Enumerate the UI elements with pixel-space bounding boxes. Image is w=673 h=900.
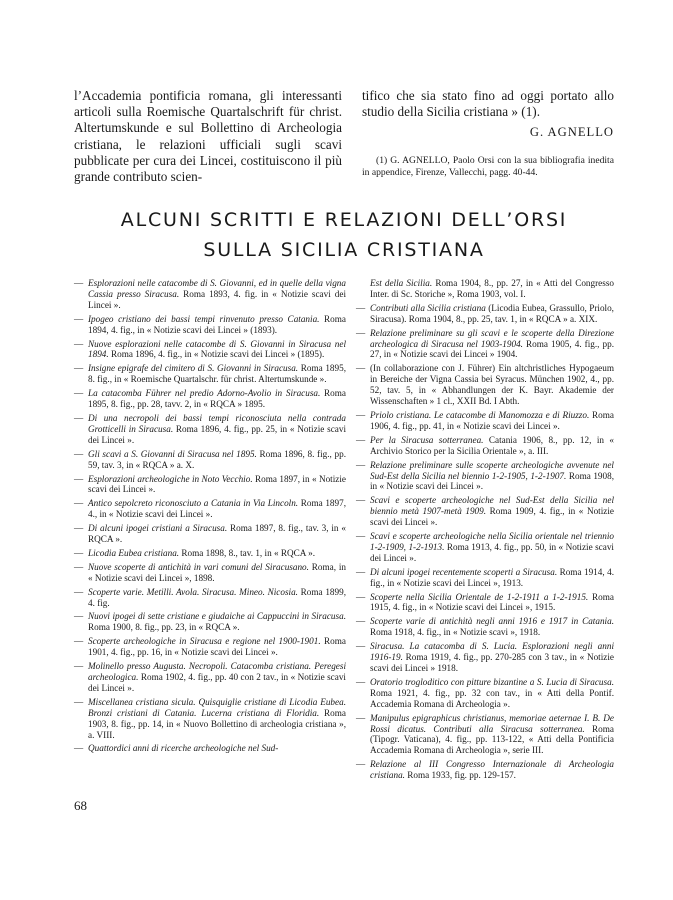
entry-title: Oratorio trogloditico con pitture bizantine a S. Lucia di Siracusa. [370, 676, 614, 687]
entry-dash: — [74, 313, 84, 324]
entry-title: Ipogeo cristiano dei bassi tempi rinvenuto presso Catania. [88, 313, 320, 324]
author-signature: G. AGNELLO [529, 125, 614, 140]
entry-title: Antico sepolcreto riconosciuto a Catania in Via Lincoln. [88, 498, 299, 509]
bibliography-entry [356, 592, 614, 614]
entry-title: Est della Sicilia. [370, 278, 433, 288]
entry-publication: Roma 1902, 4. fig., pp. 40 con 2 tav., in « Notizie scavi dei Lincei ». [88, 672, 346, 693]
bibliography-entry [74, 474, 346, 496]
entry-dash: — [74, 586, 84, 597]
entry-title: Scavi e scoperte archeologiche nella Sicilia orientale nel triennio 1-2-1909, 1-2-1913. [370, 531, 614, 552]
entry-publication: Catania 1906, 8., pp. 12, in « Archivio Storico per la Sicilia Orientale », a. III. [370, 434, 614, 456]
bibliography-column-left [74, 278, 346, 757]
entry-title: La catacomba Führer nel predio Adorno-Avolio in Siracusa. [88, 388, 321, 399]
entry-publication: Roma 1918, 4. fig., in « Notizie scavi », 1918. [370, 627, 541, 638]
entry-publication: Roma 1900, 8. fig., pp. 23, in « RQCA ». [88, 622, 240, 633]
bibliography-entry [356, 616, 614, 638]
intro-text-left [74, 88, 342, 185]
entry-dash: — [356, 434, 366, 445]
entry-publication: (Licodia Eubea, Grassullo, Priolo, Siracusa). Roma 1904, 8., pp. 25, tav. 1, in « RQCA » a. XIX. [370, 302, 614, 324]
entry-publication: Roma 1921, 4. fig., pp. 32 con tav., in « Atti della Pontif. Accademia Romana di Archeologia ». [370, 687, 614, 709]
entry-dash: — [356, 495, 366, 506]
bibliography-entry [74, 562, 346, 584]
entry-dash: — [356, 759, 366, 770]
entry-title: Molinello presso Augusta. Necropoli. Catacomba cristiana. Peregesi archeologica. [88, 661, 346, 682]
entry-dash: — [74, 661, 84, 672]
entry-title: Scoperte nella Sicilia Orientale de 1-2-1911 a 1-2-1915. [370, 591, 589, 602]
entry-title: Nuovi ipogei di sette cristiane e giudaiche ai Cappuccini in Siracusa. [88, 611, 346, 622]
entry-dash: — [356, 459, 366, 470]
entry-publication: Roma 1896, 4. fig., pp. 25, in « Notizie scavi dei Lincei ». [88, 423, 346, 445]
entry-title: Miscellanea cristiana sicula. Quisquiglie cristiane di Licodia Eubea. Bronzi cristiani di Catania. Lucerna cristiana di Floridia. [88, 696, 346, 718]
entry-publication: Roma 1897, 4., in « Notizie scavi dei Lincei ». [88, 498, 347, 520]
bibliography-entry [74, 661, 346, 694]
entry-dash: — [74, 473, 84, 484]
entry-dash: — [356, 641, 366, 652]
entry-dash: — [74, 611, 84, 622]
bibliography-entry [74, 636, 346, 658]
entry-title: Siracusa. La catacomba di S. Lucia. Esplorazioni negli anni 1916-19. [370, 641, 614, 663]
section-title-line-2: SULLA SICILIA CRISTIANA [203, 239, 485, 261]
entry-dash: — [356, 616, 366, 627]
entry-publication: Roma (Tipogr. Vaticana), 4. fig., pp. 113-122, « Atti della Pontificia Accademia Romana di Archeologia », serie III. [370, 723, 614, 756]
entry-dash: — [74, 696, 84, 707]
bibliography-entry [356, 531, 614, 564]
entry-publication: Roma 1903, 8. fig., pp. 14, in « Nuovo Bollettino di archeologia cristiana », a. VIII. [88, 707, 346, 740]
entry-dash: — [74, 498, 84, 509]
entry-publication: Roma 1896, 4. fig., in « Notizie scavi dei Lincei » (1895). [108, 349, 325, 360]
entry-title: Contributi alla Sicilia cristiana [370, 302, 486, 313]
entry-dash: — [356, 676, 366, 687]
entry-title: Per la Siracusa sotterranea. [370, 434, 484, 445]
bibliography-entry [356, 328, 614, 361]
entry-publication: Roma 1904, 8., pp. 27, in « Atti del Congresso Inter. di Sc. Storiche », Roma 1903, vol. I. [370, 278, 614, 299]
intro-text-right [362, 88, 614, 180]
entry-publication: Roma 1901, 4. fig., pp. 16, in « Notizie scavi dei Lincei ». [88, 636, 346, 658]
entry-dash: — [74, 338, 84, 349]
bibliography-entry [356, 641, 614, 674]
entry-title: Esplorazioni nelle catacombe di S. Giovanni, ed in quelle della vigna Cassia presso Siracusa. [88, 278, 346, 299]
bibliography-entry [356, 363, 614, 407]
bibliography-entry [74, 314, 346, 336]
entry-dash: — [74, 547, 84, 558]
bibliography-entry [356, 495, 614, 528]
page-number: 68 [74, 798, 87, 813]
bibliography-column-right [356, 278, 614, 784]
entry-title: Scoperte varie. Metilli. Avola. Siracusa. Mineo. Nicosia. [88, 586, 298, 597]
section-title-line-1: ALCUNI SCRITTI E RELAZIONI DELL’ORSI [120, 209, 568, 231]
entry-title: Di una necropoli dei bassi tempi riconosciuta nella contrada Grotticelli in Siracusa. [88, 412, 346, 434]
bibliography-entry [74, 611, 346, 633]
entry-title: Licodia Eubea cristiana. [88, 547, 180, 558]
entry-title: Scoperte varie di antichità negli anni 1916 e 1917 in Catania. [370, 616, 614, 627]
bibliography-entry [74, 449, 346, 471]
entry-dash: — [356, 409, 366, 420]
bibliography-entry [356, 759, 614, 781]
bibliography-entry [356, 303, 614, 325]
entry-publication: Roma 1897, 8. fig., tav. 3, in « RQCA ». [88, 523, 346, 545]
entry-dash: — [74, 412, 84, 423]
entry-publication: Roma 1914, 4. fig., in « Notizie scavi dei Lincei », 1913. [370, 566, 614, 588]
entry-publication: Roma 1906, 4. fig., pp. 41, in « Notizie scavi dei Lincei ». [370, 409, 614, 431]
entry-title: Priolo cristiana. Le catacombe di Manomozza e di Riuzzo. [370, 409, 590, 420]
entry-publication: Roma 1915, 4. fig., in « Notizie scavi dei Lincei », 1915. [370, 591, 614, 613]
bibliography-entry [74, 743, 346, 754]
entry-publication: (In collaborazione con J. Führer) Ein altchristliches Hypogaeum in Bereiche der Vigna Cassia bei Syracus. München 1902, 4., pp. 52, tav. 5, in « Abhandlungen der K. Bayr. Akademie der Wissenschaften » 1 cl., XXII Bd. I Abth. [370, 363, 614, 407]
entry-title: Nuove scoperte di antichità in vari comuni del Siracusano. [88, 561, 309, 572]
entry-dash: — [74, 388, 84, 399]
footnote: (1) G. AGNELLO, Paolo Orsi con la sua bibliografia inedita in appendice, Firenze, Vallecchi, pagg. 40-44. [362, 154, 614, 179]
entry-dash: — [74, 561, 84, 572]
entry-title: Insigne epigrafe del cimitero di S. Giovanni in Siracusa. [88, 363, 299, 374]
bibliography-entry [356, 435, 614, 457]
bibliography-entry [74, 498, 346, 520]
entry-publication: Roma 1898, 8., tav. 1, in « RQCA ». [179, 547, 316, 558]
entry-dash: — [356, 566, 366, 577]
entry-dash: — [74, 743, 84, 754]
bibliography-entry [356, 567, 614, 589]
entry-publication: Roma 1905, 4. fig., pp. 27, in « Notizie scavi dei Lincei » 1904. [370, 338, 614, 360]
bibliography-entry [74, 413, 346, 446]
entry-publication: Roma 1896, 8. fig., pp. 59, tav. 3, in « RQCA » a. X. [88, 448, 346, 470]
section-title [74, 205, 614, 265]
bibliography-entry [356, 460, 614, 493]
bibliography-entry [356, 410, 614, 432]
entry-dash: — [74, 363, 84, 374]
entry-title: Scoperte archeologiche in Siracusa e regione nel 1900-1901. [88, 636, 321, 647]
entry-dash: — [74, 278, 84, 288]
entry-title: Manipulus epigraphicus christianus, memoriae aeternae I. B. De Rossi dicatus. Contributi alla Siracusa sotterranea. [370, 712, 614, 734]
entry-dash: — [74, 448, 84, 459]
entry-publication: Roma 1908, in « Notizie scavi dei Lincei ». [370, 470, 614, 492]
bibliography-entry [74, 523, 346, 545]
entry-title: Relazione al III Congresso Internazionale di Archeologia cristiana. [370, 759, 614, 781]
bibliography-entry [74, 363, 346, 385]
entry-publication: Roma 1909, 4. fig., in « Notizie scavi dei Lincei ». [370, 506, 614, 528]
entry-dash: — [356, 363, 366, 374]
entry-title: Gli scavi a S. Giovanni di Siracusa nel 1895. [88, 448, 257, 459]
entry-title: Nuove esplorazioni nelle catacombe di S. Giovanni in Siracusa nel 1894. [88, 338, 346, 360]
entry-title: Relazione preliminare sulle scoperte archeologiche avvenute nel Sud-Est della Sicilia nel biennio 1-2-1905, 1-2-1907. [370, 459, 614, 481]
entry-publication: Roma 1899, 4. fig. [88, 586, 346, 608]
entry-title: Quattordici anni di ricerche archeologiche nel Sud- [88, 743, 279, 754]
bibliography-entry [356, 278, 614, 300]
entry-publication: Roma 1895, 8. fig., pp. 28, tavv. 2, in « RQCA » 1895. [88, 388, 347, 410]
entry-dash: — [356, 712, 366, 723]
entry-title: Scavi e scoperte archeologiche nel Sud-Est della Sicilia nel biennio metà 1907-metà 1909. [370, 495, 614, 517]
entry-publication: Roma 1913, 4. fig., pp. 50, in « Notizie scavi dei Lincei ». [370, 541, 614, 563]
entry-title: Di alcuni ipogei recentemente scoperti a Siracusa. [370, 566, 558, 577]
intro-paragraph-left: l’Accademia pontificia romana, gli interessanti articoli sulla Roemische Quartalschrift für christ. Altertumskunde e sul Bollettino di Archeologia cristiana, le relazioni ufficiali sugli scavi pubblicate per cura dei Lincei, costituiscono il più grande contributo scien- [74, 88, 342, 185]
entry-title: Relazione preliminare su gli scavi e le scoperte della Direzione archeologica di Siracusa nel 1903-1904. [370, 327, 614, 349]
bibliography-entry [74, 339, 346, 361]
entry-dash: — [74, 523, 84, 534]
entry-dash: — [356, 531, 366, 542]
bibliography-entry [74, 697, 346, 741]
entry-title: Esplorazioni archeologiche in Noto Vecchio. [88, 473, 253, 484]
bibliography-entry [74, 278, 346, 311]
bibliography-entry [74, 587, 346, 609]
entry-publication: Roma 1897, in « Notizie scavi dei Lincei ». [88, 473, 346, 495]
bibliography-entry [74, 388, 346, 410]
entry-publication: Roma 1933, fig. pp. 129-157. [404, 770, 516, 781]
entry-publication: Roma 1919, 4. fig., pp. 270-285 con 3 tav., in « Notizie scavi dei Lincei » 1918. [370, 652, 614, 673]
intro-paragraph-right: tifico che sia stato fino ad oggi portato allo studio della Sicilia cristiana » (1). [362, 88, 614, 120]
entry-dash: — [356, 302, 366, 313]
entry-title: Di alcuni ipogei cristiani a Siracusa. [88, 523, 228, 534]
bibliography-entry [74, 548, 346, 559]
entry-publication: Roma 1893, 4. fig. in « Notizie scavi dei Lincei ». [88, 288, 346, 310]
entry-dash: — [74, 636, 84, 647]
bibliography-entry [356, 713, 614, 757]
entry-publication: Roma 1894, 4. fig., in « Notizie scavi dei Lincei » (1893). [88, 313, 346, 335]
entry-publication: Roma 1895, 8. fig., in « Roemische Quartalschr. für christ. Altertumskunde ». [88, 363, 346, 385]
bibliography-entry [356, 677, 614, 710]
entry-dash: — [356, 327, 366, 338]
entry-dash: — [356, 591, 366, 602]
entry-publication: Roma, in « Notizie scavi dei Lincei », 1898. [88, 561, 346, 583]
